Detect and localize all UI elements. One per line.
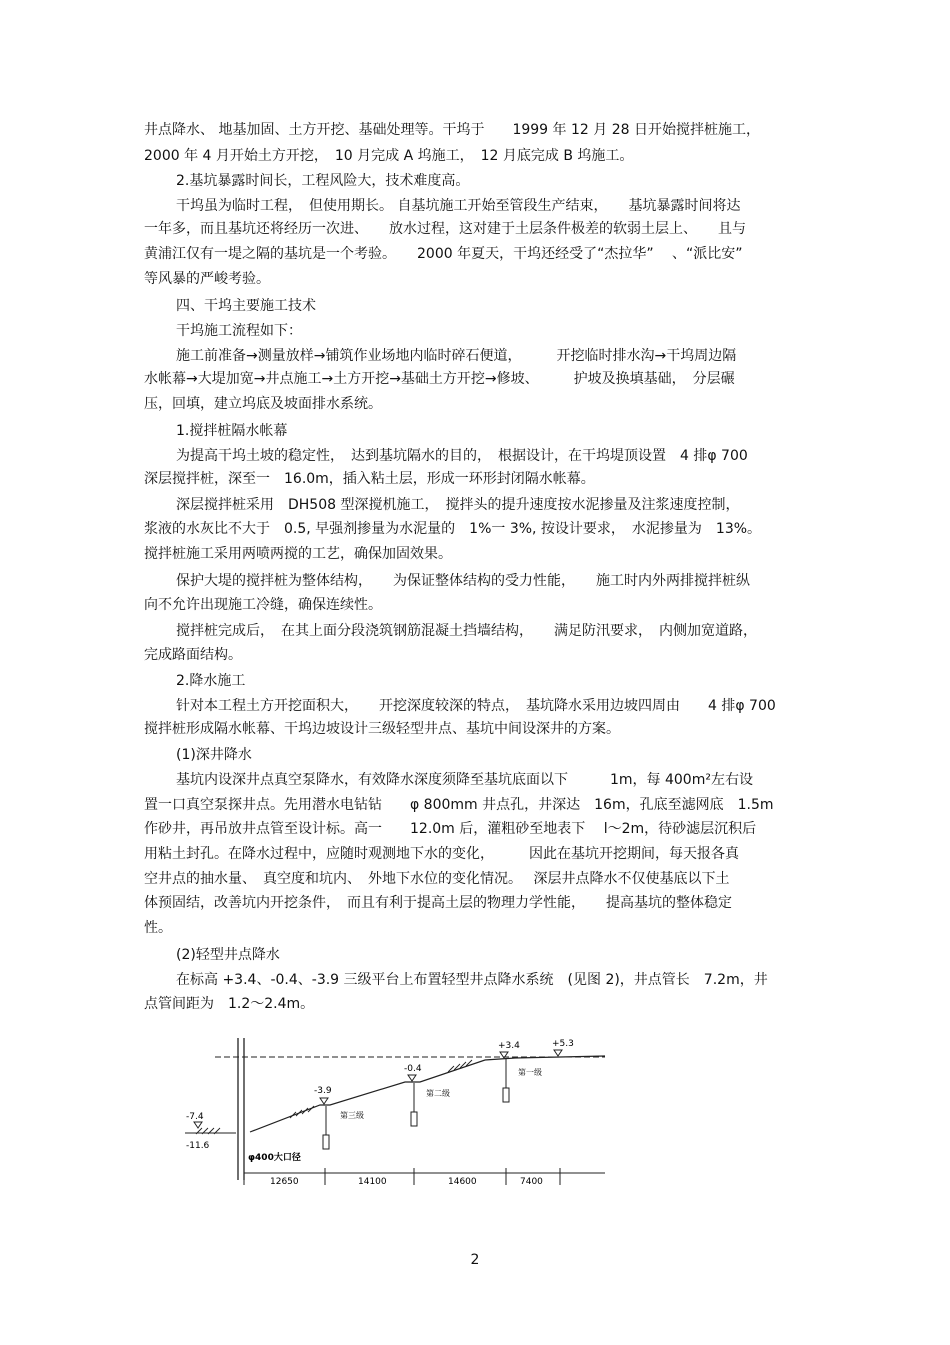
text-line: 一年多，而且基坑还将经历一次进、 放水过程，这对建于土层条件极差的软弱土层上、 且与	[144, 221, 746, 237]
text-line: 施工前准备→测量放样→铺筑作业场地内临时碎石便道， 开挖临时排水沟→干坞周边隔	[176, 348, 737, 364]
text-line: 干坞虽为临时工程， 但使用期长。 自基坑施工开始至管段生产结束， 基坑暴露时间将达	[176, 198, 741, 214]
text-line: 空井点的抽水量、 真空度和坑内、 外地下水位的变化情况。 深层井点降水不仅使基底以下土	[144, 871, 730, 887]
subheading: 1.搅拌桩隔水帐幕	[176, 423, 288, 439]
text-line: 搅拌桩完成后， 在其上面分段浇筑钢筋混凝土挡墙结构， 满足防汛要求， 内侧加宽道路，	[176, 623, 757, 639]
text-line: 干坞施工流程如下：	[176, 323, 302, 339]
dimension-label: 12650	[270, 1177, 299, 1187]
elevation-label: -7.4	[186, 1112, 204, 1122]
elevation-label: -11.6	[186, 1141, 210, 1151]
elevation-marker-icon	[320, 1098, 328, 1104]
text-line: 2000 年 4 月开始土方开挖， 10 月完成 A 坞施工， 12 月底完成 B 坞施工。	[144, 148, 634, 164]
text-line: 保护大堤的搅拌桩为整体结构， 为保证整体结构的受力性能， 施工时内外两排搅拌桩纵	[176, 573, 750, 589]
text-line: 搅拌桩形成隔水帐幕、干坞边坡设计三级轻型井点、基坑中间设深井的方案。	[144, 721, 620, 737]
text-line: 井点降水、 地基加固、土方开挖、基础处理等。干坞于 1999 年 12 月 28 日开始搅拌桩施工，	[144, 122, 760, 138]
elevation-label: -3.9	[314, 1086, 332, 1096]
stage-label: 第三级	[340, 1111, 364, 1120]
dimension-label: 14100	[358, 1177, 387, 1187]
well-label: φ400大口径	[248, 1153, 301, 1163]
text-line: 在标高 +3.4、-0.4、-3.9 三级平台上布置轻型井点降水系统 (见图 2)，井点管长 7.2m，井	[176, 972, 768, 988]
text-line: 置一口真空泵探井点。先用潜水电钻钻 φ 800mm 井点孔，井深达 16m，孔底至滤网底 1.5m	[144, 797, 774, 813]
subheading: 2.基坑暴露时间长，工程风险大，技术难度高。	[176, 173, 470, 189]
text-line: 体预固结，改善坑内开挖条件， 而且有利于提高土层的物理力学性能， 提高基坑的整体稳定	[144, 895, 732, 911]
text-line: 压，回填，建立坞底及坡面排水系统。	[144, 396, 382, 412]
elevation-marker-icon	[554, 1050, 562, 1056]
elevation-marker-icon	[408, 1075, 416, 1081]
text-line: 深层搅拌桩，深至一 16.0m，插入粘土层，形成一环形封闭隔水帐幕。	[144, 471, 595, 487]
section-heading: 四、干坞主要施工技术	[176, 298, 316, 314]
text-line: 针对本工程土方开挖面积大， 开挖深度较深的特点， 基坑降水采用边坡四周由 4 排φ 700	[176, 698, 776, 714]
text-line: 性。	[144, 920, 172, 936]
subheading: (1)深井降水	[176, 747, 252, 763]
elevation-label: +3.4	[498, 1041, 520, 1051]
text-line: 搅拌桩施工采用两喷两搅的工艺，确保加固效果。	[144, 546, 452, 562]
subheading: (2)轻型井点降水	[176, 947, 280, 963]
stage-label: 第一级	[518, 1068, 542, 1077]
text-line: 作砂井，再吊放井点管至设计标。高一 12.0m 后，灌粗砂至地表下 l～2m，待砂滤层沉积后	[144, 821, 757, 837]
dimension-label: 7400	[520, 1177, 543, 1187]
elevation-label: -0.4	[404, 1064, 422, 1074]
subheading: 2.降水施工	[176, 673, 246, 689]
text-line: 等风暴的严峻考验。	[144, 271, 270, 287]
text-line: 基坑内设深井点真空泵降水，有效降水深度须降至基坑底面以下 1m，每 400m²左右设	[176, 772, 753, 788]
dock-slope-cross-section-figure	[180, 1030, 610, 1195]
stage-label: 第二级	[426, 1089, 450, 1098]
page-number: 2	[470, 1252, 480, 1268]
text-line: 为提高干坞土坡的稳定性， 达到基坑隔水的目的， 根据设计，在干坞堤顶设置 4 排φ 700	[176, 448, 748, 464]
text-line: 点管间距为 1.2～2.4m。	[144, 996, 315, 1012]
text-line: 向不允许出现施工冷缝，确保连续性。	[144, 597, 382, 613]
text-line: 浆液的水灰比不大于 0.5, 早强剂掺量为水泥量的 1%一 3%, 按设计要求， 水泥掺量为 13%。	[144, 521, 762, 537]
text-line: 黄浦江仅有一堤之隔的基坑是一个考验。 2000 年夏天，干坞还经受了“杰拉华” 、“派比安”	[144, 246, 743, 262]
text-line: 水帐幕→大堤加宽→井点施工→土方开挖→基础土方开挖→修坡、 护坡及换填基础， 分层碾	[144, 371, 735, 387]
dimension-label: 14600	[448, 1177, 477, 1187]
text-line: 用粘土封孔。在降水过程中，应随时观测地下水的变化， 因此在基坑开挖期间，每天报各真	[144, 846, 739, 862]
text-line: 完成路面结构。	[144, 647, 242, 663]
text-line: 深层搅拌桩采用 DH508 型深搅机施工， 搅拌头的提升速度按水泥掺量及注浆速度控制，	[176, 497, 740, 513]
elevation-marker-icon	[194, 1122, 202, 1128]
elevation-label: +5.3	[552, 1039, 574, 1049]
